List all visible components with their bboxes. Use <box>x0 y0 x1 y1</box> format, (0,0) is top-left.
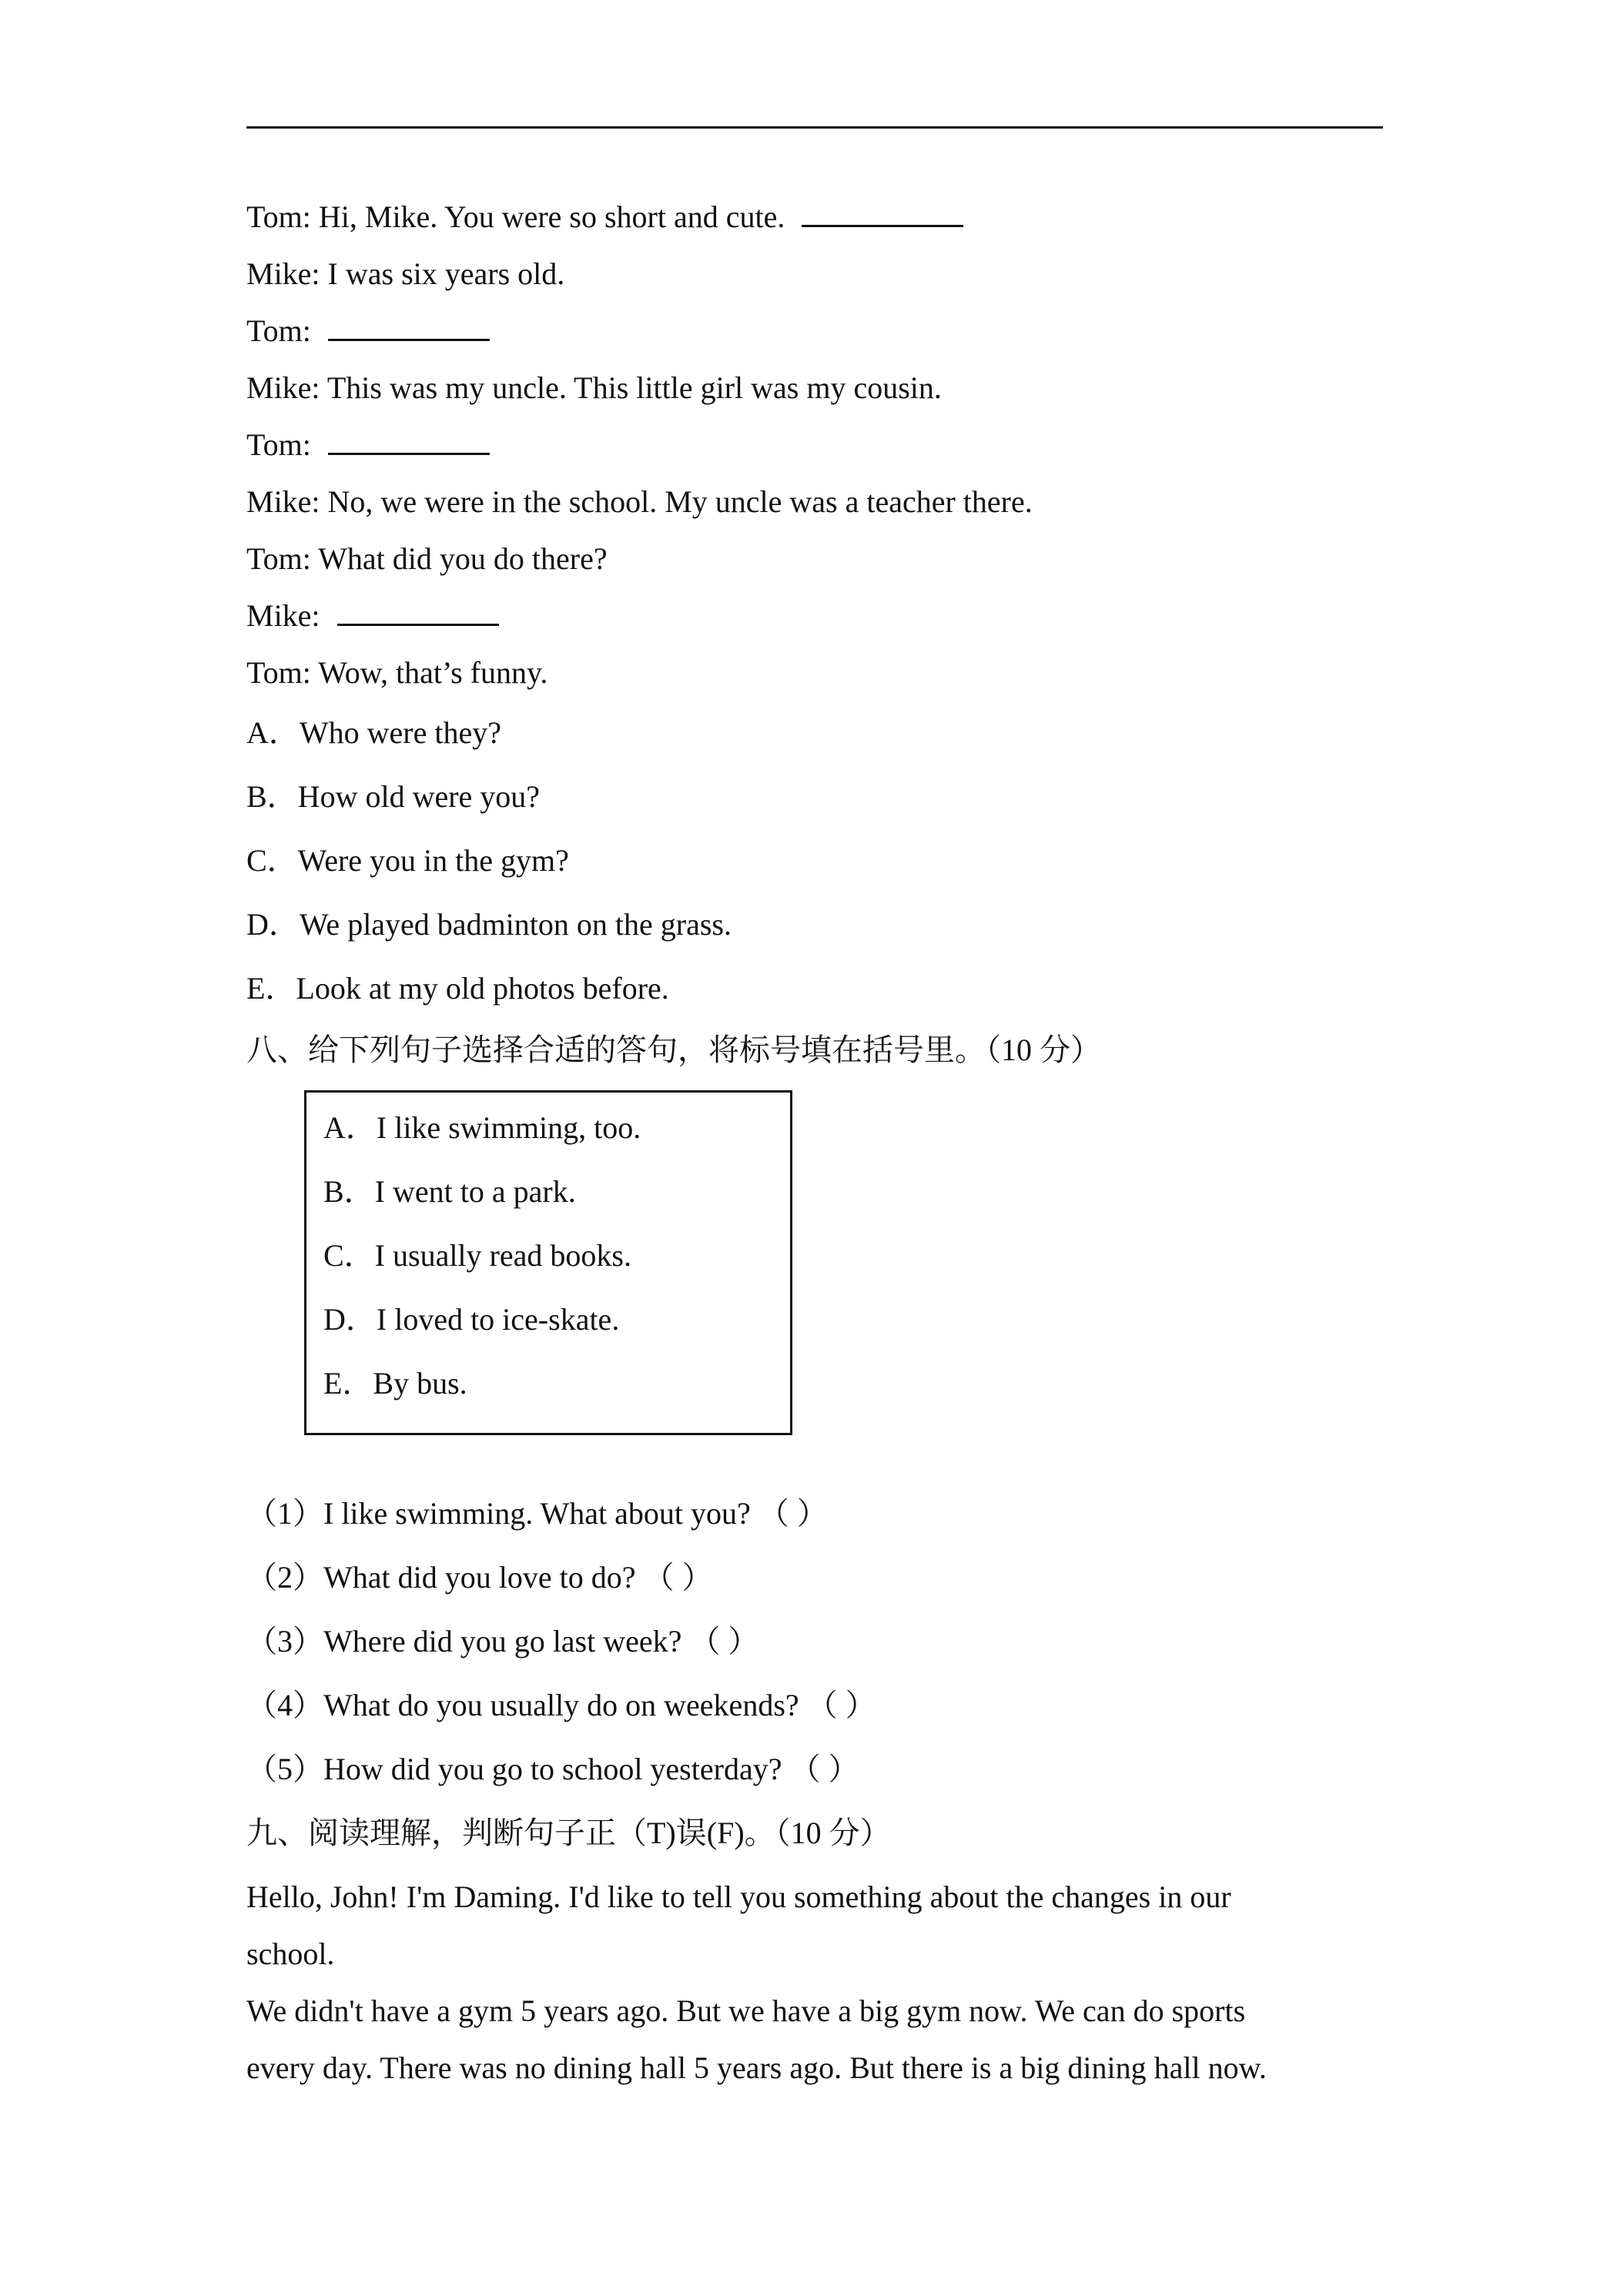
dialogue-line <box>246 253 564 296</box>
option-d: D．We played badminton on the grass. <box>246 907 732 942</box>
box-option-a: A．I like swimming, too. <box>323 1110 641 1145</box>
speaker: Tom: <box>246 655 311 690</box>
answer-parentheses[interactable]: （ ） <box>758 1496 828 1531</box>
dialogue-line <box>246 366 942 410</box>
dialogue-line <box>246 423 490 467</box>
question-text: （5）How did you go to school yesterday? <box>246 1752 782 1786</box>
speaker: Tom: <box>246 427 311 462</box>
question-text: （3）Where did you go last week? <box>246 1624 682 1658</box>
option-b: B．How old were you? <box>246 779 541 814</box>
speaker: Tom: <box>246 313 311 348</box>
dialogue-line <box>246 480 1033 524</box>
passage-line: We didn't have a gym 5 years ago. But we have a big gym now. We can do sports <box>246 1993 1246 2028</box>
speaker: Mike: <box>246 598 320 633</box>
question-1 <box>246 1492 828 1535</box>
box-option-d: D．I loved to ice-skate. <box>323 1302 620 1337</box>
dialogue-line <box>246 594 499 638</box>
answer-options-box <box>304 1090 792 1435</box>
question-3 <box>246 1620 758 1663</box>
utterance: Wow, that’s funny. <box>318 655 548 690</box>
answer-blank[interactable] <box>802 197 963 227</box>
question-2 <box>246 1556 712 1599</box>
option-c: C．Were you in the gym? <box>246 843 569 878</box>
dialogue-line <box>246 196 963 239</box>
utterance: Hi, Mike. You were so short and cute. <box>318 199 785 234</box>
question-text: （2）What did you love to do? <box>246 1560 636 1595</box>
answer-blank[interactable] <box>328 425 490 455</box>
option-e: E．Look at my old photos before. <box>246 971 669 1006</box>
utterance: This was my uncle. This little girl was my cousin. <box>326 370 942 405</box>
answer-parentheses[interactable]: （ ） <box>643 1560 713 1595</box>
answer-parentheses[interactable]: （ ） <box>789 1752 859 1786</box>
section-8-heading: 八、给下列句子选择合适的答句，将标号填在括号里。（10 分） <box>246 1033 1101 1067</box>
box-option-c: C．I usually read books. <box>323 1238 631 1273</box>
question-5 <box>246 1748 859 1791</box>
answer-blank[interactable] <box>328 311 490 341</box>
speaker: Mike: <box>246 370 320 405</box>
dialogue-line <box>246 310 490 353</box>
answer-blank[interactable] <box>337 596 499 626</box>
passage-line: school. <box>246 1936 335 1971</box>
answer-parentheses[interactable]: （ ） <box>806 1688 876 1722</box>
utterance: I was six years old. <box>327 256 565 291</box>
option-a: A．Who were they? <box>246 715 501 750</box>
speaker: Mike: <box>246 256 320 291</box>
speaker: Mike: <box>246 484 320 519</box>
passage-line: every day. There was no dining hall 5 years ago. But there is a big dining hall now. <box>246 2050 1267 2085</box>
box-option-e: E．By bus. <box>323 1366 467 1401</box>
utterance: No, we were in the school. My uncle was a teacher there. <box>327 484 1033 519</box>
utterance: What did you do there? <box>318 541 608 576</box>
box-option-b: B．I went to a park. <box>323 1174 576 1209</box>
dialogue-line <box>246 651 547 694</box>
section-9-heading: 九、阅读理解，判断句子正（T)误(F)。（10 分） <box>246 1816 891 1850</box>
dialogue-line <box>246 537 608 581</box>
question-text: （4）What do you usually do on weekends? <box>246 1688 799 1722</box>
speaker: Tom: <box>246 541 311 576</box>
header-rule <box>246 126 1383 129</box>
passage-line: Hello, John! I'm Daming. I'd like to tell you something about the changes in our <box>246 1879 1231 1914</box>
question-text: （1）I like swimming. What about you? <box>246 1496 751 1531</box>
answer-parentheses[interactable]: （ ） <box>689 1624 759 1658</box>
speaker: Tom: <box>246 199 311 234</box>
question-4 <box>246 1684 876 1727</box>
